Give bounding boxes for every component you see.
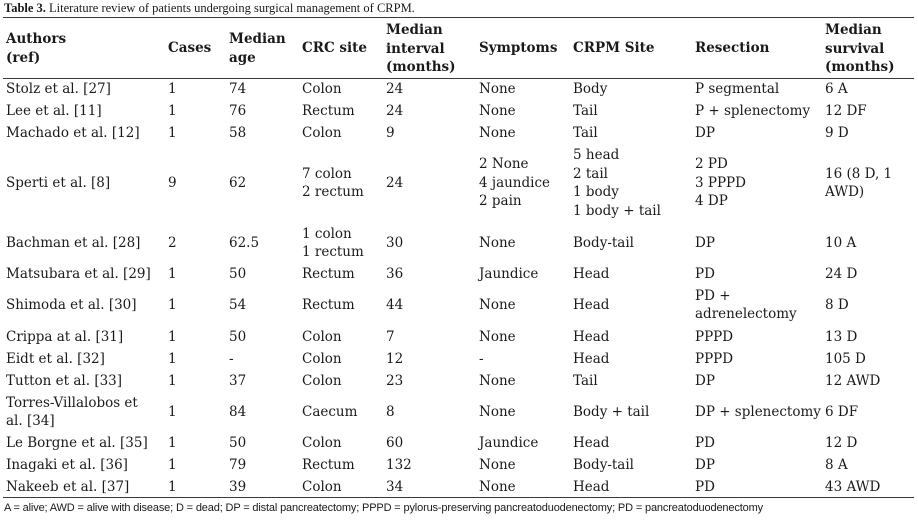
column-header-line: Symptoms: [479, 40, 558, 56]
cell-authors: [6, 372, 122, 391]
cell-line: 1: [168, 434, 177, 451]
cell-line: None: [479, 456, 516, 473]
column-header-line: CRPM Site: [573, 40, 655, 56]
cell-line: Inagaki et al. [36]: [6, 456, 128, 473]
cell-line: 12 DF: [825, 102, 867, 119]
cell-authors: [6, 124, 140, 143]
cell-line: Caecum: [302, 403, 358, 420]
cell-cases: [168, 265, 177, 284]
cell-symptoms: [479, 456, 516, 475]
cell-symptoms: [479, 124, 516, 143]
cell-crpm-site: [573, 372, 598, 391]
cell-line: Matsubara et al. [29]: [6, 265, 151, 282]
cell-resection: [695, 155, 746, 211]
cell-cases: [168, 456, 177, 475]
cell-median-interval: [386, 478, 403, 497]
cell-authors: [6, 265, 151, 284]
cell-line: 2 None: [479, 156, 529, 173]
cell-cases: [168, 296, 177, 315]
cell-line: 8: [386, 403, 395, 420]
cell-line: PD: [695, 434, 715, 451]
cell-resection: [695, 234, 715, 253]
cell-line: Sperti et al. [8]: [6, 174, 111, 191]
bottom-rule: [3, 497, 914, 498]
cell-authors: [6, 456, 128, 475]
cell-authors: [6, 434, 148, 453]
cell-median-survival: [825, 80, 848, 99]
cell-median-age: [229, 102, 246, 121]
cell-resection: [695, 102, 810, 121]
cell-crpm-site: [573, 146, 661, 220]
cell-crc-site: [302, 80, 342, 99]
cell-line: 23: [386, 372, 404, 389]
cell-median-age: [229, 124, 246, 143]
cell-crpm-site: [573, 102, 598, 121]
cell-line: DP: [695, 124, 715, 141]
cell-line: 60: [386, 434, 404, 451]
cell-line: AWD): [825, 184, 865, 200]
cell-resection: [695, 328, 733, 347]
cell-crc-site: [302, 403, 357, 422]
cell-line: Le Borgne et al. [35]: [6, 434, 148, 451]
cell-resection: [695, 350, 733, 369]
cell-line: 50: [229, 328, 247, 345]
cell-line: 8 D: [825, 296, 849, 313]
cell-line: 24: [386, 174, 404, 191]
cell-cases: [168, 234, 177, 253]
column-header-resection: [695, 39, 769, 58]
column-header-line: Median: [386, 22, 443, 38]
cell-resection: [695, 434, 715, 453]
cell-line: 9: [168, 174, 177, 191]
cell-line: Colon: [302, 124, 342, 141]
cell-crpm-site: [573, 350, 609, 369]
column-header-line: Median: [229, 31, 286, 47]
cell-line: Bachman et al. [28]: [6, 234, 141, 251]
cell-median-age: [229, 80, 246, 99]
cell-crc-site: [302, 124, 342, 143]
cell-cases: [168, 102, 177, 121]
cell-median-age: [229, 296, 246, 315]
cell-median-age: [229, 350, 234, 369]
table-caption-text: Literature review of patients undergoing surgical management of CRPM.: [45, 1, 415, 15]
cell-line: 1: [168, 350, 177, 367]
column-header-line: survival: [825, 40, 885, 57]
cell-line: 36: [386, 265, 404, 282]
cell-median-age: [229, 478, 246, 497]
cell-line: Body + tail: [573, 403, 650, 420]
cell-line: Rectum: [302, 265, 355, 282]
cell-line: 1 body + tail: [573, 202, 661, 219]
cell-median-interval: [386, 265, 403, 284]
cell-crpm-site: [573, 456, 634, 475]
cell-line: DP: [695, 456, 715, 473]
cell-line: 7: [386, 328, 395, 345]
cell-line: 1: [168, 403, 177, 420]
cell-cases: [168, 403, 177, 422]
cell-authors: [6, 328, 123, 347]
cell-median-interval: [386, 174, 403, 193]
cell-line: 1 rectum: [302, 244, 364, 260]
cell-median-age: [229, 456, 246, 475]
cell-crc-site: [302, 265, 355, 284]
column-header-line: interval: [386, 40, 445, 57]
cell-line: Head: [573, 478, 610, 495]
cell-line: None: [479, 80, 516, 97]
cell-line: 2 pain: [479, 193, 522, 210]
cell-crc-site: [302, 296, 355, 315]
cell-crpm-site: [573, 296, 609, 315]
cell-line: 44: [386, 296, 404, 313]
cell-crc-site: [302, 328, 342, 347]
cell-line: Colon: [302, 372, 342, 389]
cell-line: 74: [229, 80, 247, 97]
cell-authors: [6, 102, 102, 121]
cell-crpm-site: [573, 265, 609, 284]
cell-line: 1: [168, 80, 177, 97]
cell-crpm-site: [573, 80, 607, 99]
cell-line: Body-tail: [573, 234, 634, 251]
cell-cases: [168, 478, 177, 497]
cell-line: PPPD: [695, 350, 734, 367]
column-header-cases: [168, 39, 211, 58]
cell-line: 1: [168, 478, 177, 495]
cell-median-survival: [825, 165, 892, 202]
cell-line: 79: [229, 456, 247, 473]
cell-median-age: [229, 372, 246, 391]
cell-median-interval: [386, 328, 395, 347]
cell-median-survival: [825, 296, 849, 315]
cell-median-interval: [386, 102, 403, 121]
cell-line: 1: [168, 102, 177, 119]
cell-line: 2 tail: [573, 165, 608, 182]
cell-line: 37: [229, 372, 247, 389]
cell-line: Tutton et al. [33]: [6, 372, 123, 389]
table-footnote: A = alive; AWD = alive with disease; D = dead; DP = distal pancreatectomy; PPPD = pylorus-preserving pancreatoduodenectomy; PD = pancreatoduodenectomy: [4, 502, 763, 514]
cell-crpm-site: [573, 478, 609, 497]
cell-line: PPPD: [695, 328, 734, 345]
cell-median-survival: [825, 102, 867, 121]
cell-line: 30: [386, 234, 404, 251]
column-header-line: Median: [825, 22, 882, 38]
cell-line: 62: [229, 174, 247, 191]
cell-line: Head: [573, 434, 610, 451]
cell-median-survival: [825, 124, 849, 143]
cell-median-survival: [825, 328, 857, 347]
cell-line: Body-tail: [573, 456, 634, 473]
cell-line: 105 D: [825, 350, 866, 367]
cell-median-survival: [825, 403, 858, 422]
cell-resection: [695, 478, 715, 497]
cell-line: P + splenectomy: [695, 102, 811, 119]
cell-line: Eidt et al. [32]: [6, 350, 105, 367]
cell-line: 1: [168, 328, 177, 345]
cell-median-interval: [386, 372, 403, 391]
cell-line: 1: [168, 372, 177, 389]
cell-symptoms: [479, 478, 516, 497]
cell-line: 12 D: [825, 434, 858, 451]
cell-line: 24 D: [825, 265, 858, 282]
cell-median-interval: [386, 296, 403, 315]
cell-line: None: [479, 102, 516, 119]
cell-median-interval: [386, 234, 403, 253]
cell-line: None: [479, 328, 516, 345]
column-header-line: Resection: [695, 40, 770, 56]
cell-resection: [695, 456, 715, 475]
cell-crc-site: [302, 225, 364, 262]
cell-median-survival: [825, 434, 857, 453]
cell-line: Tail: [573, 102, 598, 119]
cell-median-age: [229, 234, 259, 253]
cell-line: DP + splenectomy: [695, 403, 821, 420]
cell-symptoms: [479, 102, 516, 121]
cell-line: 1: [168, 296, 177, 313]
cell-line: 24: [386, 102, 404, 119]
cell-resection: [695, 265, 715, 284]
cell-authors: [6, 296, 137, 315]
cell-line: None: [479, 403, 516, 420]
cell-resection: [695, 403, 821, 422]
cell-line: Tail: [573, 372, 598, 389]
cell-line: 12 AWD: [825, 372, 881, 389]
cell-line: 8 A: [825, 456, 848, 473]
column-header-median-interval: [386, 21, 456, 77]
cell-cases: [168, 124, 177, 143]
cell-median-survival: [825, 456, 848, 475]
cell-crc-site: [302, 372, 342, 391]
cell-line: Head: [573, 328, 610, 345]
cell-median-interval: [386, 80, 403, 99]
cell-line: 50: [229, 434, 247, 451]
cell-median-interval: [386, 403, 395, 422]
cell-line: 62.5: [229, 234, 260, 251]
cell-line: adrenelectomy: [695, 306, 797, 322]
column-header-crc-site: [302, 39, 367, 58]
cell-line: Body: [573, 80, 608, 97]
cell-symptoms: [479, 403, 516, 422]
cell-line: DP: [695, 234, 715, 251]
column-header-median-survival: [825, 21, 895, 77]
cell-line: P segmental: [695, 80, 780, 97]
cell-median-age: [229, 403, 246, 422]
cell-cases: [168, 434, 177, 453]
cell-line: None: [479, 234, 516, 251]
cell-median-age: [229, 265, 246, 284]
cell-line: PD: [695, 265, 715, 282]
cell-line: 58: [229, 124, 247, 141]
cell-median-survival: [825, 234, 856, 253]
cell-authors: [6, 478, 129, 497]
cell-line: 2 rectum: [302, 184, 364, 200]
cell-line: Colon: [302, 328, 342, 345]
cell-line: 4 DP: [695, 193, 728, 210]
cell-authors: [6, 394, 138, 431]
cell-median-survival: [825, 265, 857, 284]
cell-line: 1 body: [573, 184, 619, 200]
cell-line: None: [479, 296, 516, 313]
cell-line: 50: [229, 265, 247, 282]
cell-crc-site: [302, 350, 342, 369]
cell-median-interval: [386, 434, 403, 453]
cell-median-survival: [825, 478, 880, 497]
cell-line: Rectum: [302, 456, 355, 473]
cell-cases: [168, 174, 177, 193]
cell-crpm-site: [573, 124, 598, 143]
cell-authors: [6, 350, 105, 369]
cell-crc-site: [302, 165, 364, 202]
cell-line: Colon: [302, 434, 342, 451]
cell-cases: [168, 80, 177, 99]
cell-line: 1 colon: [302, 225, 352, 242]
cell-symptoms: [479, 296, 516, 315]
cell-median-age: [229, 174, 246, 193]
cell-line: Stolz et al. [27]: [6, 80, 111, 97]
column-header-line: (ref): [6, 49, 41, 66]
column-header-authors: [6, 30, 66, 67]
cell-line: 4 jaundice: [479, 174, 551, 191]
cell-line: 3 PPPD: [695, 174, 746, 191]
cell-line: Head: [573, 265, 610, 282]
column-header-line: Cases: [168, 40, 212, 56]
cell-line: 1: [168, 124, 177, 141]
column-header-median-age: [229, 30, 286, 67]
cell-resection: [695, 287, 797, 324]
cell-line: 54: [229, 296, 247, 313]
cell-line: PD: [695, 478, 715, 495]
cell-authors: [6, 80, 111, 99]
cell-median-interval: [386, 456, 412, 475]
cell-line: 84: [229, 403, 247, 420]
cell-cases: [168, 328, 177, 347]
cell-line: Head: [573, 350, 610, 367]
cell-line: Crippa at al. [31]: [6, 328, 124, 345]
cell-line: 9 D: [825, 124, 849, 141]
cell-median-age: [229, 434, 246, 453]
cell-line: Jaundice: [479, 434, 539, 451]
cell-median-survival: [825, 372, 880, 391]
cell-crpm-site: [573, 328, 609, 347]
cell-median-interval: [386, 350, 403, 369]
cell-line: None: [479, 124, 516, 141]
column-header-line: (months): [386, 59, 456, 75]
cell-line: -: [479, 350, 484, 367]
table-caption: [4, 0, 415, 17]
cell-line: 16 (8 D, 1: [825, 165, 893, 182]
cell-cases: [168, 350, 177, 369]
cell-line: 1: [168, 456, 177, 473]
column-header-line: (months): [825, 59, 895, 75]
top-rule: [3, 17, 914, 18]
cell-symptoms: [479, 372, 516, 391]
cell-symptoms: [479, 434, 538, 453]
cell-resection: [695, 80, 779, 99]
cell-crpm-site: [573, 403, 649, 422]
cell-line: 43 AWD: [825, 478, 881, 495]
cell-line: Lee et al. [11]: [6, 102, 102, 119]
cell-symptoms: [479, 328, 516, 347]
cell-crc-site: [302, 102, 355, 121]
cell-authors: [6, 234, 140, 253]
cell-symptoms: [479, 234, 516, 253]
cell-line: Rectum: [302, 296, 355, 313]
cell-line: 34: [386, 478, 404, 495]
cell-line: 24: [386, 80, 404, 97]
cell-line: DP: [695, 372, 715, 389]
cell-line: Colon: [302, 478, 342, 495]
column-header-symptoms: [479, 39, 557, 58]
cell-line: None: [479, 372, 516, 389]
cell-line: 13 D: [825, 328, 858, 345]
cell-symptoms: [479, 265, 538, 284]
cell-line: Rectum: [302, 102, 355, 119]
cell-crc-site: [302, 478, 342, 497]
cell-resection: [695, 124, 715, 143]
column-header-crpm-site: [573, 39, 654, 58]
cell-line: 7 colon: [302, 165, 352, 182]
cell-line: Machado et al. [12]: [6, 124, 140, 141]
cell-authors: [6, 174, 110, 193]
cell-median-survival: [825, 350, 866, 369]
cell-line: Nakeeb et al. [37]: [6, 478, 130, 495]
cell-line: Head: [573, 296, 610, 313]
cell-line: 12: [386, 350, 404, 367]
column-header-line: Authors: [6, 31, 67, 47]
cell-symptoms: [479, 350, 484, 369]
cell-cases: [168, 372, 177, 391]
cell-line: Colon: [302, 350, 342, 367]
cell-line: al. [34]: [6, 413, 55, 429]
cell-crc-site: [302, 456, 355, 475]
cell-line: 132: [386, 456, 412, 473]
cell-line: 39: [229, 478, 247, 495]
cell-line: PD +: [695, 287, 731, 304]
cell-crc-site: [302, 434, 342, 453]
cell-line: Tail: [573, 124, 598, 141]
column-header-line: CRC site: [302, 40, 367, 56]
cell-median-interval: [386, 124, 395, 143]
cell-line: 6 DF: [825, 403, 859, 420]
cell-line: 1: [168, 265, 177, 282]
cell-line: 10 A: [825, 234, 857, 251]
cell-line: 6 A: [825, 80, 848, 97]
cell-crpm-site: [573, 234, 634, 253]
cell-crpm-site: [573, 434, 609, 453]
cell-line: Torres-Villalobos et: [6, 394, 138, 411]
cell-resection: [695, 372, 715, 391]
cell-line: Colon: [302, 80, 342, 97]
cell-line: 2: [168, 234, 177, 251]
cell-line: 2 PD: [695, 156, 728, 173]
cell-line: 76: [229, 102, 247, 119]
cell-line: -: [229, 350, 234, 367]
cell-line: Jaundice: [479, 265, 539, 282]
cell-symptoms: [479, 80, 516, 99]
cell-line: 9: [386, 124, 395, 141]
cell-line: 5 head: [573, 147, 620, 163]
cell-median-age: [229, 328, 246, 347]
cell-line: Shimoda et al. [30]: [6, 296, 137, 313]
table-caption-label: Table 3.: [4, 1, 46, 15]
cell-line: None: [479, 478, 516, 495]
column-header-line: age: [229, 49, 256, 66]
cell-symptoms: [479, 155, 550, 211]
